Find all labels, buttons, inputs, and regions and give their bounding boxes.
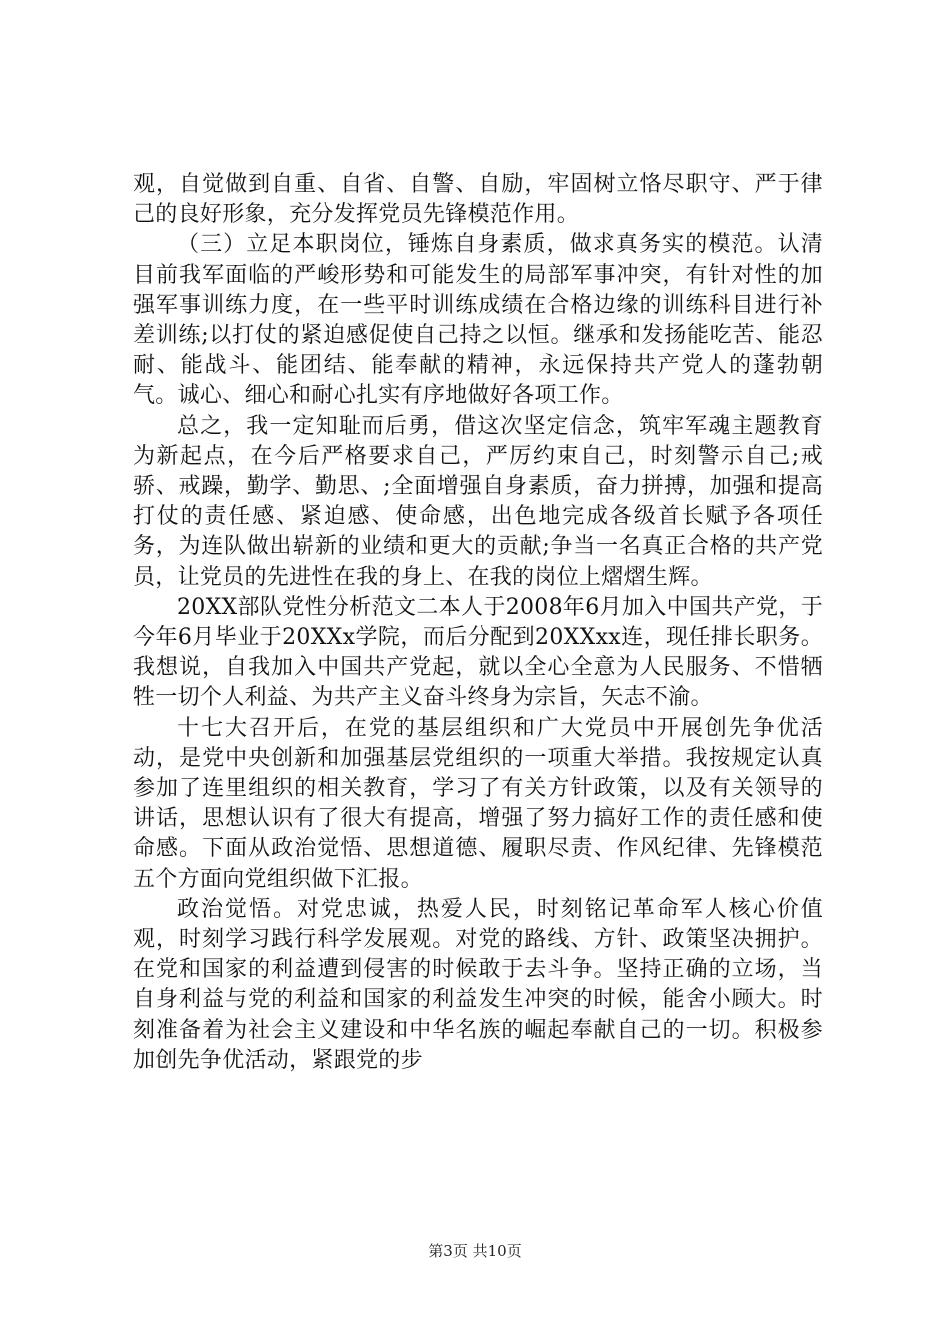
paragraph-3: 总之，我一定知耻而后勇，借这次坚定信念，筑牢军魂主题教育为新起点，在今后严格要求自己，严厉约束自己，时刻警示自己;戒骄、戒躁，勤学、勤思、;全面增强自身素质，奋力拼搏，加强和提高打仗的责任感、紧迫感、使命感，出色地完成各级首长赋予各项任务，为连队做出崭新的业绩和更大的贡献;争当一名真正合格的共产党员，让党员的先进性在我的身上、在我的岗位上熠熠生辉。	[133, 413, 823, 590]
paragraph-4: 20XX部队党性分析范文二本人于2008年6月加入中国共产党，于今年6月毕业于20XXx学院，而后分配到20XXxx连，现任排长职务。我想说，自我加入中国共产党起，就以全心全意为人民服务、不惜牺牲一切个人利益、为共产主义奋斗终身为宗旨，矢志不渝。	[133, 594, 823, 711]
document-body	[133, 170, 823, 1076]
paragraph-2: （三）立足本职岗位，锤炼自身素质，做求真务实的模范。认清目前我军面临的严峻形势和可能发生的局部军事冲突，有针对性的加强军事训练力度，在一些平时训练成绩在合格边缘的训练科目进行补差训练;以打仗的紧迫感促使自己持之以恒。继承和发扬能吃苦、能忍耐、能战斗、能团结、能奉献的精神，永远保持共产党人的蓬勃朝气。诚心、细心和耐心扎实有序地做好各项工作。	[133, 232, 823, 409]
page-number-footer: 第3页 共10页	[428, 1242, 522, 1260]
paragraph-6: 政治觉悟。对党忠诚，热爱人民，时刻铭记革命军人核心价值观，时刻学习践行科学发展观。对党的路线、方针、政策坚决拥护。在党和国家的利益遭到侵害的时候敢于去斗争。坚持正确的立场，当自身利益与党的利益和国家的利益发生冲突的时候，能舍小顾大。时刻准备着为社会主义建设和中华名族的崛起奉献自己的一切。积极参加创先争优活动，紧跟党的步	[133, 896, 823, 1073]
paragraph-1: 观，自觉做到自重、自省、自警、自励，牢固树立恪尽职守、严于律己的良好形象，充分发挥党员先锋模范作用。	[133, 172, 823, 228]
paragraph-5: 十七大召开后，在党的基层组织和广大党员中开展创先争优活动，是党中央创新和加强基层党组织的一项重大举措。我按规定认真参加了连里组织的相关教育，学习了有关方针政策，以及有关领导的讲话，思想认识有了很大有提高，增强了努力搞好工作的责任感和使命感。下面从政治觉悟、思想道德、履职尽责、作风纪律、先锋模范五个方面向党组织做下汇报。	[133, 715, 823, 892]
